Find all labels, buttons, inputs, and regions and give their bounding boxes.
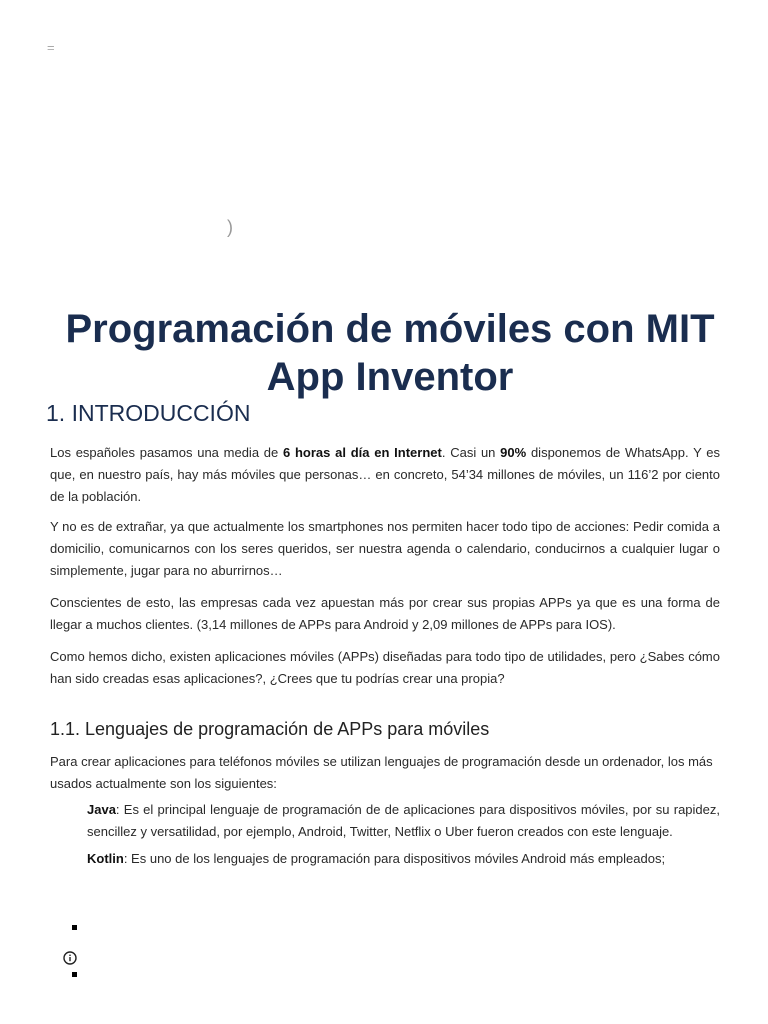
list-item <box>87 799 720 843</box>
p1-text-c: . Casi un <box>441 445 501 460</box>
p1-text-e: disponemos de WhatsApp. Y es que, en nuestro país, hay más móviles que personas… en concreto, 54’34 millones de móviles, un 116’2 por ciento de la población. <box>50 445 721 504</box>
list-item-name: Java <box>87 802 116 817</box>
section-heading-languages: 1.1. Lenguajes de programación de APPs para móviles <box>50 719 490 739</box>
section-heading-intro: 1. INTRODUCCIÓN <box>46 400 251 426</box>
p1-bold-percent: 90% <box>500 445 527 460</box>
p1-bold-hours: 6 horas al día en Internet <box>283 445 442 460</box>
info-icon[interactable] <box>63 951 77 965</box>
bullet-marker <box>72 972 77 977</box>
list-item-text: : Es uno de los lenguajes de programación para dispositivos móviles Android más empleados; <box>123 851 666 866</box>
intro-paragraph-1 <box>50 442 720 508</box>
intro-paragraph-2: Y no es de extrañar, ya que actualmente los smartphones nos permiten hacer todo tipo de acciones: Pedir comida a domicilio, comunicarnos con los seres queridos, ser nuestra agenda o calendario, conducirnos a cualquier lugar o simplemente, jugar para no aburrirnos… <box>50 519 720 578</box>
list-item-name: Kotlin <box>87 851 124 866</box>
p1-text-a: Los españoles pasamos una media de <box>50 445 284 460</box>
bullet-marker <box>72 925 77 930</box>
languages-intro: Para crear aplicaciones para teléfonos móviles se utilizan lenguajes de programación desde un ordenador, los más usados actualmente son los siguientes: <box>50 754 713 791</box>
intro-paragraph-4: Como hemos dicho, existen aplicaciones móviles (APPs) diseñadas para todo tipo de utilidades, pero ¿Sabes cómo han sido creadas esas aplicaciones?, ¿Crees que tu podrías crear una propia? <box>50 649 720 686</box>
decorative-paren: ) <box>227 217 233 237</box>
list-item <box>87 848 720 870</box>
menu-icon[interactable]: = <box>47 40 55 55</box>
intro-paragraph-3: Conscientes de esto, las empresas cada vez apuestan más por crear sus propias APPs ya que es una forma de llegar a muchos clientes. (3,14 millones de APPs para Android y 2,09 millones de APPs para IOS). <box>50 595 720 632</box>
page-title: Programación de móviles con MIT App Inventor <box>65 307 715 399</box>
list-item-text: : Es el principal lenguaje de programación de de aplicaciones para dispositivos móviles, por su rapidez, sencillez y versatilidad, por ejemplo, Android, Twitter, Netflix o Uber fueron creados con este lenguaje. <box>87 802 720 839</box>
